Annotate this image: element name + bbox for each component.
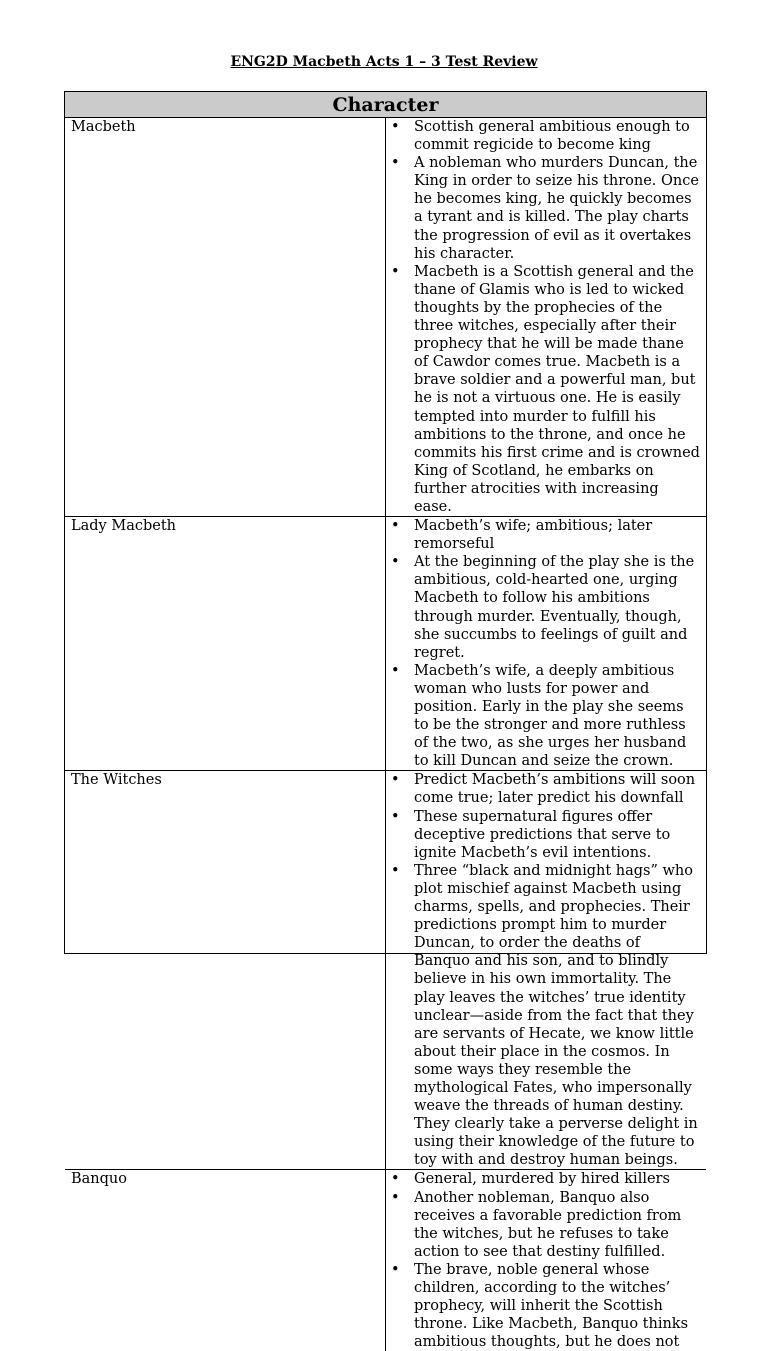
bullet-text: Three “black and midnight hags” who plot mischief against Macbeth using charms, spells, and prophecies. Their predictions prompt him to murder Duncan, to order the deaths of Banquo and his son, and to blindly believe in his own immortality. The play leaves the witches’ true identity unclear—aside from the fact that they are servants of Hecate, we know little about their place in the cosmos. In some ways they resemble the mythological Fates, who impersonally weave the threads of human destiny. They clearly take a perverse delight in using their knowledge of the future to toy with and destroy human beings.	[414, 862, 698, 1169]
bullet-icon: •	[391, 1171, 400, 1188]
bullet-icon: •	[391, 1261, 400, 1278]
bullet-icon: •	[391, 862, 400, 879]
list-item	[386, 662, 706, 771]
bullet-icon: •	[391, 772, 400, 789]
bullet-text: A nobleman who murders Duncan, the King in order to seize his throne. Once he becomes king, he quickly becomes a tyrant and is killed. The play charts the progression of evil as it overtakes his character.	[414, 155, 699, 262]
bullet-text: These supernatural figures offer deceptive predictions that serve to ignite Macbeth’s evil intentions.	[414, 808, 671, 861]
bullet-text: The brave, noble general whose children, according to the witches’ prophecy, will inherit the Scottish throne. Like Macbeth, Banquo thinks ambitious thoughts, but he does not	[414, 1261, 689, 1351]
bullet-icon: •	[391, 263, 400, 280]
table-header: Character	[65, 92, 706, 118]
bullet-text: Macbeth’s wife, a deeply ambitious woman who lusts for power and position. Early in the play she seems to be the stronger and more ruthless of the two, as she urges her husband to kill Duncan and seize the crown.	[414, 662, 687, 770]
character-description	[386, 771, 707, 1170]
bullet-icon: •	[391, 119, 400, 135]
bullet-icon: •	[391, 808, 400, 825]
table-row	[65, 517, 706, 771]
list-item	[386, 1261, 706, 1351]
bullet-icon: •	[391, 662, 400, 679]
character-name: Banquo	[65, 1170, 386, 1351]
list-item	[386, 1189, 706, 1261]
bullet-text: General, murdered by hired killers	[414, 1171, 670, 1188]
character-name: Macbeth	[65, 118, 386, 517]
bullet-icon: •	[391, 518, 400, 535]
bullet-list	[386, 1170, 706, 1351]
table-row	[65, 771, 706, 1170]
bullet-icon: •	[391, 1189, 400, 1206]
list-item	[386, 862, 706, 1170]
bullet-text: Scottish general ambitious enough to commit regicide to become king	[414, 119, 690, 154]
bullet-icon: •	[391, 155, 400, 172]
bullet-text: Macbeth is a Scottish general and the thane of Glamis who is led to wicked thoughts by the prophecies of the three witches, especially after their prophecy that he will be made thane of Cawdor comes true. Macbeth is a brave soldier and a powerful man, but he is not a virtuous one. He is easily tempted into murder to fulfill his ambitions to the throne, and once he commits his first crime and is crowned King of Scotland, he embarks on further atrocities with increasing ease.	[414, 263, 700, 515]
bullet-text: Another nobleman, Banquo also receives a favorable prediction from the witches, but he refuses to take action to see that destiny fulfilled.	[414, 1189, 682, 1260]
table-row	[65, 1170, 706, 1351]
character-description	[386, 118, 707, 517]
bullet-list	[386, 771, 706, 1169]
list-item	[386, 1170, 706, 1188]
character-description	[386, 1170, 707, 1351]
list-item	[386, 118, 706, 154]
character-table	[64, 91, 707, 1351]
list-item	[386, 154, 706, 263]
bullet-list	[386, 517, 706, 770]
character-name: The Witches	[65, 771, 386, 1170]
character-description	[386, 517, 707, 771]
list-item	[386, 553, 706, 662]
list-item	[386, 263, 706, 516]
document-title: ENG2D Macbeth Acts 1 – 3 Test Review	[230, 54, 538, 70]
bullet-text: Macbeth’s wife; ambitious; later remorseful	[414, 518, 653, 553]
bullet-text: At the beginning of the play she is the ambitious, cold-hearted one, urging Macbeth to follow his ambitions through murder. Eventually, though, she succumbs to feelings of guilt and regret.	[414, 554, 695, 661]
bullet-icon: •	[391, 554, 400, 571]
character-name: Lady Macbeth	[65, 517, 386, 771]
list-item	[386, 517, 706, 553]
table-row	[65, 118, 706, 517]
bullet-list	[386, 118, 706, 516]
list-item	[386, 771, 706, 807]
bullet-text: Predict Macbeth’s ambitions will soon come true; later predict his downfall	[414, 772, 696, 807]
list-item	[386, 808, 706, 862]
